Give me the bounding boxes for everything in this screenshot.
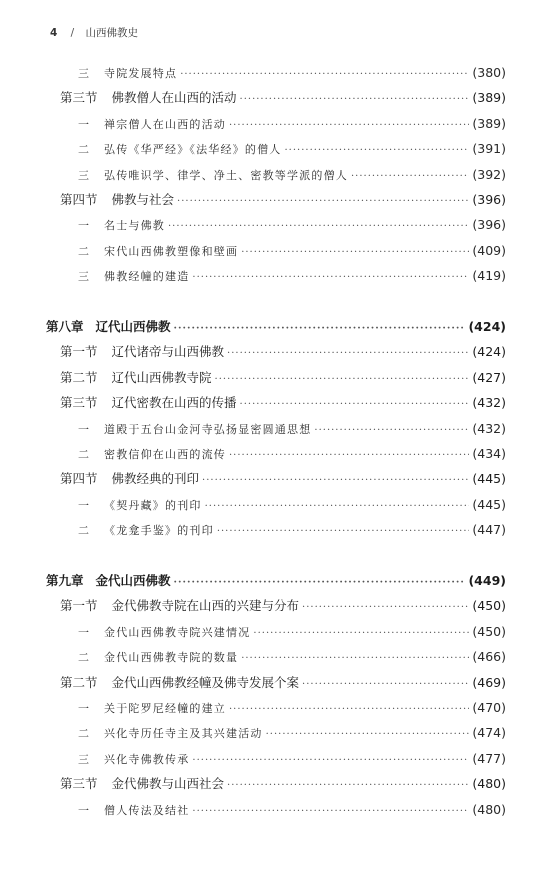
toc-entry-title: 金代山西佛教 — [95, 573, 171, 588]
toc-dot-leader — [240, 91, 470, 109]
toc-chapter-entry — [46, 572, 506, 590]
toc-dot-leader — [192, 269, 469, 287]
running-header — [50, 25, 138, 40]
toc-dot-leader — [177, 193, 469, 211]
toc-entry-title: 兴化寺历任寺主及其兴建活动 — [104, 727, 263, 741]
toc-entry-page: (477) — [472, 750, 506, 766]
toc-entry-title: 名士与佛教 — [104, 219, 165, 233]
toc-entry-page: (409) — [472, 242, 506, 258]
toc-entry-page: (380) — [472, 65, 506, 80]
toc-sub-entry — [78, 801, 506, 819]
toc-entry-number: 第八章 — [46, 319, 84, 334]
toc-section-entry — [60, 775, 506, 793]
toc-entry-number: 三 — [78, 168, 89, 182]
toc-chapter-entry — [46, 318, 506, 336]
toc-section-entry — [60, 369, 506, 387]
toc-entry-title: 金代山西佛教寺院兴建情况 — [104, 625, 251, 639]
toc-entry-page: (450) — [472, 623, 506, 639]
toc-dot-leader — [174, 574, 466, 592]
toc-sub-entry — [78, 623, 506, 641]
toc-dot-leader — [285, 142, 470, 160]
toc-entry-page: (392) — [472, 166, 506, 182]
toc-sub-entry — [78, 242, 506, 260]
toc-dot-leader — [253, 625, 469, 643]
toc-section-entry — [60, 674, 506, 692]
toc-sub-entry — [78, 216, 506, 234]
header-book-title: 山西佛教史 — [85, 27, 139, 39]
toc-sub-entry — [78, 267, 506, 285]
toc-entry-title: 《龙龛手鉴》的刊印 — [104, 524, 214, 538]
toc-entry-title: 僧人传法及结社 — [104, 803, 190, 817]
toc-entry-page: (450) — [472, 598, 506, 614]
toc-dot-leader — [302, 599, 469, 617]
toc-entry-number: 三 — [78, 67, 89, 80]
toc-dot-leader — [240, 396, 470, 414]
toc-section-entry — [60, 89, 506, 107]
toc-entry-title: 佛教僧人在山西的活动 — [111, 90, 237, 106]
toc-entry-number: 二 — [78, 143, 89, 157]
toc-entry-page: (389) — [472, 90, 506, 106]
toc-sub-entry — [78, 115, 506, 133]
toc-entry-title: 金代佛教与山西社会 — [111, 776, 225, 792]
toc-entry-number: 三 — [78, 752, 89, 766]
toc-entry-number: 第三节 — [60, 90, 98, 106]
header-separator: / — [70, 27, 75, 39]
toc-section-entry — [60, 394, 506, 412]
toc-entry-number: 第一节 — [60, 598, 98, 614]
toc-entry-page: (469) — [472, 674, 506, 690]
toc-entry-page: (432) — [472, 395, 506, 411]
toc-entry-title: 关于陀罗尼经幢的建立 — [104, 702, 226, 715]
toc-entry-title: 道殿于五台山金河寺弘扬显密圆通思想 — [104, 422, 312, 436]
toc-entry-number: 一 — [78, 498, 89, 512]
toc-entry-page: (424) — [468, 319, 506, 334]
toc-dot-leader — [168, 218, 469, 236]
toc-entry-page: (447) — [472, 522, 506, 538]
header-page-number: 4 — [50, 27, 58, 39]
toc-entry-number: 二 — [78, 651, 89, 665]
toc-entry-title: 金代山西佛教经幢及佛寺发展个案 — [111, 674, 300, 690]
toc-entry-title: 辽代诸帝与山西佛教 — [111, 344, 225, 360]
toc-entry-page: (474) — [472, 725, 506, 741]
toc-dot-leader — [351, 168, 469, 186]
toc-entry-number: 一 — [78, 117, 89, 131]
toc-entry-number: 二 — [78, 448, 89, 461]
toc-dot-leader — [202, 472, 469, 490]
toc-entry-page: (466) — [472, 649, 506, 665]
toc-entry-page: (389) — [472, 115, 506, 131]
toc-entry-number: 第三节 — [60, 776, 98, 792]
toc-entry-page: (432) — [472, 420, 506, 436]
toc-entry-page: (427) — [472, 369, 506, 385]
toc-entry-page: (480) — [472, 776, 506, 792]
toc-entry-number: 一 — [78, 702, 89, 715]
toc-entry-title: 佛教经典的刊印 — [111, 471, 200, 487]
toc-sub-entry — [78, 496, 506, 514]
toc-entry-number: 一 — [78, 219, 89, 233]
toc-entry-number: 第二节 — [60, 369, 98, 385]
toc-entry-title: 辽代山西佛教 — [95, 319, 171, 334]
toc-dot-leader — [229, 701, 469, 719]
toc-sub-entry — [78, 166, 506, 184]
toc-entry-page: (470) — [472, 700, 506, 715]
toc-entry-number: 第二节 — [60, 674, 98, 690]
toc-entry-title: 金代佛教寺院在山西的兴建与分布 — [111, 598, 300, 614]
toc-entry-title: 禅宗僧人在山西的活动 — [104, 117, 226, 131]
toc-section-entry — [60, 470, 506, 488]
toc-entry-page: (419) — [472, 268, 506, 284]
toc-sub-entry — [78, 750, 506, 768]
toc-sub-entry — [78, 724, 506, 742]
toc-entry-number: 第四节 — [60, 192, 98, 207]
toc-dot-leader — [174, 320, 466, 338]
toc-sub-entry — [78, 521, 506, 539]
toc-entry-title: 佛教与社会 — [111, 192, 175, 207]
toc-dot-leader — [241, 650, 469, 668]
toc-dot-leader — [192, 752, 469, 770]
toc-entry-number: 三 — [78, 270, 89, 284]
toc-sub-entry — [78, 699, 506, 717]
toc-entry-title: 金代山西佛教寺院的数量 — [104, 651, 239, 665]
toc-entry-number: 二 — [78, 727, 89, 741]
toc-dot-leader — [241, 244, 469, 262]
toc-entry-page: (480) — [472, 801, 506, 817]
toc-entry-number: 二 — [78, 524, 89, 538]
toc-dot-leader — [227, 345, 469, 363]
toc-sub-entry — [78, 420, 506, 438]
toc-entry-number: 第四节 — [60, 471, 98, 487]
toc-dot-leader — [192, 803, 469, 821]
toc-entry-title: 宋代山西佛教塑像和壁画 — [104, 244, 239, 258]
toc-entry-number: 一 — [78, 803, 89, 817]
toc-dot-leader — [215, 371, 470, 389]
toc-entry-title: 弘传《华严经》《法华经》的僧人 — [104, 143, 282, 157]
toc-entry-title: 辽代山西佛教寺院 — [111, 369, 212, 385]
toc-dot-leader — [314, 422, 469, 440]
toc-entry-number: 二 — [78, 244, 89, 258]
toc-entry-page: (396) — [472, 192, 506, 207]
toc-dot-leader — [180, 66, 469, 84]
toc-entry-number: 第九章 — [46, 573, 84, 588]
toc-entry-page: (391) — [472, 141, 506, 157]
toc-entry-title: 《契丹藏》的刊印 — [104, 498, 202, 512]
toc-entry-title: 寺院发展特点 — [104, 67, 178, 80]
toc-sub-entry — [78, 648, 506, 666]
toc-section-entry — [60, 597, 506, 615]
toc-entry-page: (449) — [468, 573, 506, 588]
toc-entry-title: 弘传唯识学、律学、净土、密教等学派的僧人 — [104, 168, 348, 182]
toc-dot-leader — [205, 498, 470, 516]
toc-dot-leader — [302, 676, 469, 694]
toc-dot-leader — [229, 117, 469, 135]
toc-entry-page: (396) — [472, 217, 506, 233]
toc-sub-entry — [78, 445, 506, 463]
toc-dot-leader — [266, 726, 470, 744]
toc-dot-leader — [217, 523, 470, 541]
toc-entry-page: (434) — [472, 446, 506, 461]
toc-section-entry — [60, 191, 506, 209]
toc-dot-leader — [229, 447, 469, 465]
toc-section-entry — [60, 343, 506, 361]
toc-entry-page: (424) — [472, 344, 506, 360]
toc-entry-title: 辽代密教在山西的传播 — [111, 395, 237, 411]
toc-entry-number: 第三节 — [60, 395, 98, 411]
toc-entry-title: 密教信仰在山西的流传 — [104, 448, 226, 461]
toc-entry-title: 兴化寺佛教传承 — [104, 752, 190, 766]
toc-entry-page: (445) — [472, 471, 506, 487]
toc-entry-number: 第一节 — [60, 344, 98, 360]
toc-entry-number: 一 — [78, 625, 89, 639]
toc-sub-entry — [78, 64, 506, 82]
toc-dot-leader — [227, 777, 469, 795]
toc-entry-title: 佛教经幢的建造 — [104, 270, 190, 284]
toc-entry-number: 一 — [78, 422, 89, 436]
toc-entry-page: (445) — [472, 496, 506, 512]
toc-sub-entry — [78, 140, 506, 158]
